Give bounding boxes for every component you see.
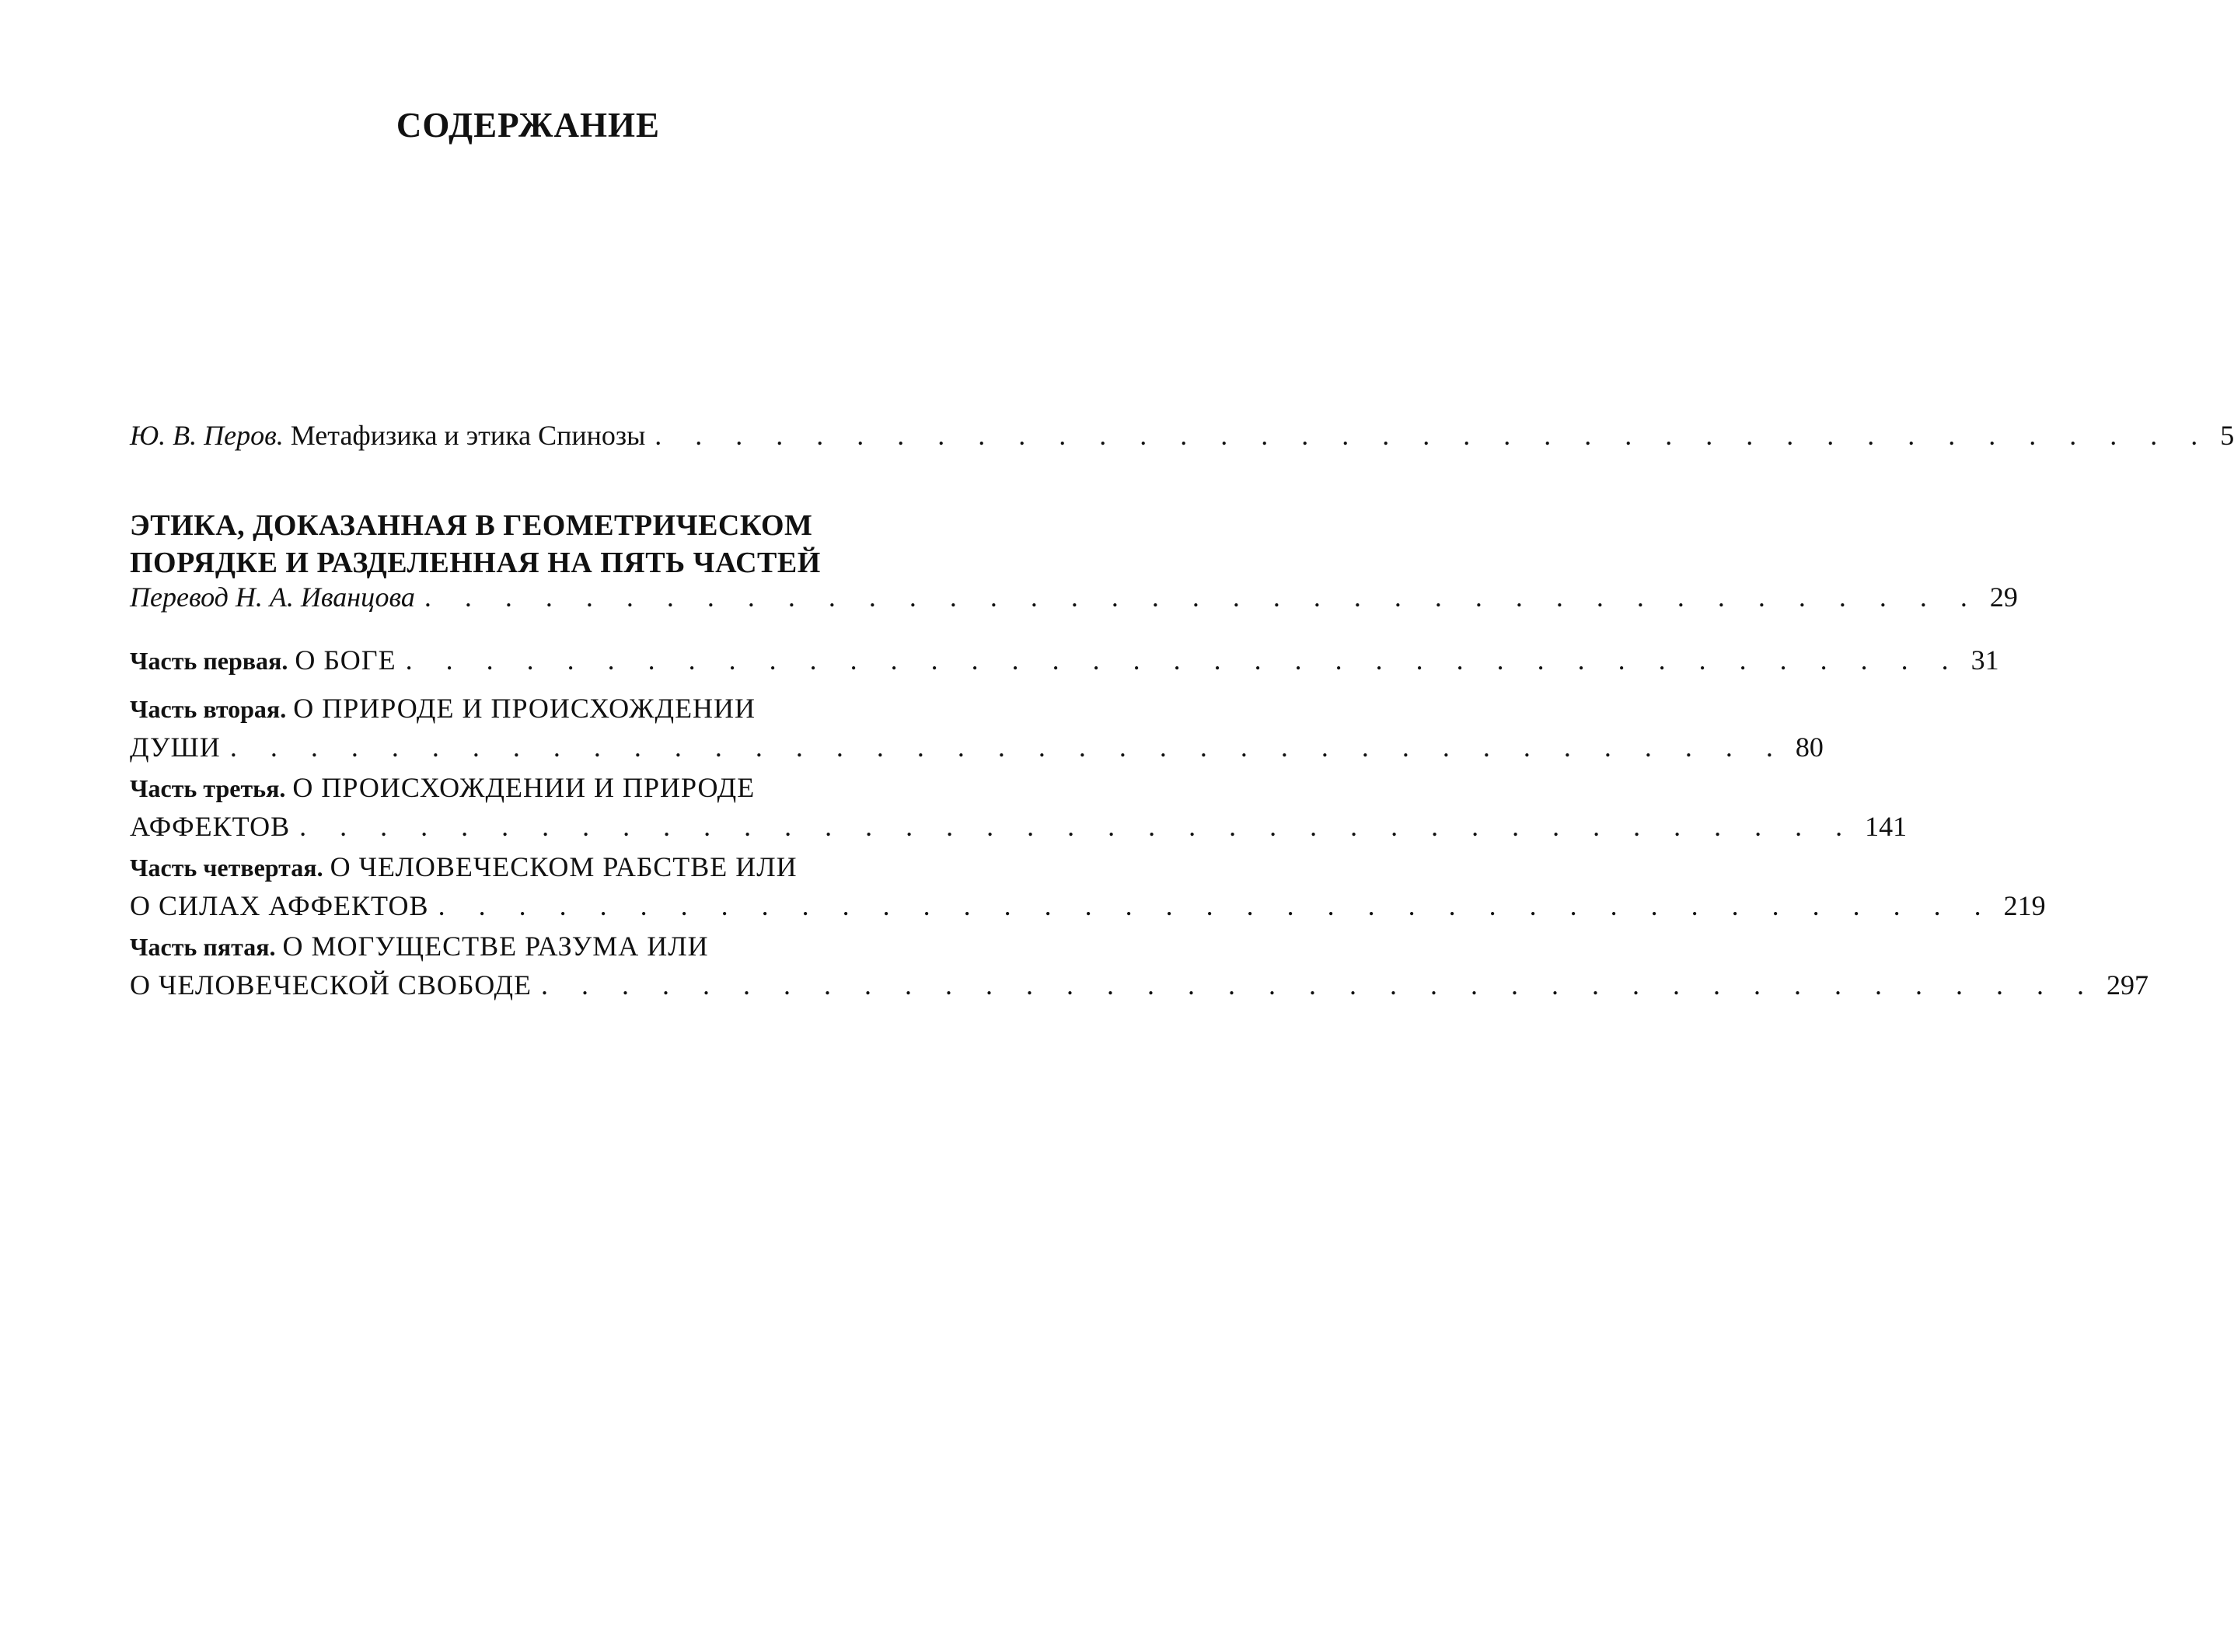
intro-title: Метафизика и этика Спинозы <box>290 420 646 451</box>
toc-entry-part-5[interactable]: Часть пятая. О МОГУЩЕСТВЕ РАЗУМА ИЛИ О ЧЕЛОВЕЧЕСКОЙ СВОБОДЕ . . . . . . . . . . . . . . . . . . . . . . . . . . . . . . . . . . . . . . . 297 <box>130 927 923 1004</box>
work-title-line-1: ЭТИКА, ДОКАЗАННАЯ В ГЕОМЕТРИЧЕСКОМ <box>130 509 813 542</box>
part-title-line-2: ДУШИ <box>130 732 221 763</box>
leader-dots: . . . . . . . . . . . . . . . . . . . . . . . . . . . . . . . . . . . . . . . <box>405 644 1962 676</box>
part-title-line-1: О ПРОИСХОЖДЕНИИ И ПРИРОДЕ <box>292 772 756 803</box>
toc-entry-part-3[interactable]: Часть третья. О ПРОИСХОЖДЕНИИ И ПРИРОДЕ АФФЕКТОВ . . . . . . . . . . . . . . . . . . . . . . . . . . . . . . . . . . . . . . . 141 <box>130 768 923 846</box>
leader-dots: . . . . . . . . . . . . . . . . . . . . . . . . . . . . . . . . . . . . . . . <box>229 732 1786 763</box>
part-label: Часть третья. <box>130 774 286 802</box>
translator-credit: Перевод Н. А. Иванцова <box>130 582 415 613</box>
part-label: Часть четвертая. <box>130 854 323 882</box>
part-title-line-1: О МОГУЩЕСТВЕ РАЗУМА ИЛИ <box>282 931 709 962</box>
part-title-line-1: О ЧЕЛОВЕЧЕСКОМ РАБСТВЕ ИЛИ <box>330 851 798 882</box>
work-title <box>130 507 923 582</box>
leader-dots: . . . . . . . . . . . . . . . . . . . . . . . . . . . . . . . . . . . . . . . <box>424 582 1981 613</box>
page-title: СОДЕРЖАНИЕ <box>396 106 661 145</box>
toc-entry-intro[interactable]: Ю. В. Перов. Метафизика и этика Спинозы . . . . . . . . . . . . . . . . . . . . . . . . . . . . . . . . . . . . . . . 5 <box>130 416 923 455</box>
part-title-line-2: О ЧЕЛОВЕЧЕСКОЙ СВОБОДЕ <box>130 969 532 1001</box>
toc-entry-part-2[interactable]: Часть вторая. О ПРИРОДЕ И ПРОИСХОЖДЕНИИ ДУШИ . . . . . . . . . . . . . . . . . . . . . . . . . . . . . . . . . . . . . . . 80 <box>130 689 923 767</box>
toc-entry-part-4[interactable]: Часть четвертая. О ЧЕЛОВЕЧЕСКОМ РАБСТВЕ ИЛИ О СИЛАХ АФФЕКТОВ . . . . . . . . . . . . . . . . . . . . . . . . . . . . . . . . . . . . . . . 219 <box>130 847 923 925</box>
work-title-line-2: ПОРЯДКЕ И РАЗДЕЛЕННАЯ НА ПЯТЬ ЧАСТЕЙ <box>130 547 821 579</box>
part-label: Часть пятая. <box>130 933 276 961</box>
part-title-line-2: О СИЛАХ АФФЕКТОВ <box>130 890 429 921</box>
part-label: Часть первая. <box>130 647 288 675</box>
leader-dots: . . . . . . . . . . . . . . . . . . . . . . . . . . . . . . . . . . . . . . . <box>299 811 1856 842</box>
part-label: Часть вторая. <box>130 695 287 723</box>
toc-entry-part-1[interactable]: Часть первая. О БОГЕ . . . . . . . . . . . . . . . . . . . . . . . . . . . . . . . . . . . . . . . 31 <box>130 641 923 679</box>
leader-dots: . . . . . . . . . . . . . . . . . . . . . . . . . . . . . . . . . . . . . . . <box>541 969 2098 1001</box>
part-title-line-1: О ПРИРОДЕ И ПРОИСХОЖДЕНИИ <box>293 693 756 724</box>
part-title-line-2: АФФЕКТОВ <box>130 811 291 842</box>
toc-entry-translation[interactable]: Перевод Н. А. Иванцова . . . . . . . . . . . . . . . . . . . . . . . . . . . . . . . . . . . . . . . 29 <box>130 578 923 616</box>
intro-author: Ю. В. Перов. <box>130 420 284 451</box>
leader-dots: . . . . . . . . . . . . . . . . . . . . . . . . . . . . . . . . . . . . . . . <box>438 890 1995 921</box>
leader-dots: . . . . . . . . . . . . . . . . . . . . . . . . . . . . . . . . . . . . . . . <box>654 420 2211 451</box>
part-title-line-1: О БОГЕ <box>295 644 396 676</box>
